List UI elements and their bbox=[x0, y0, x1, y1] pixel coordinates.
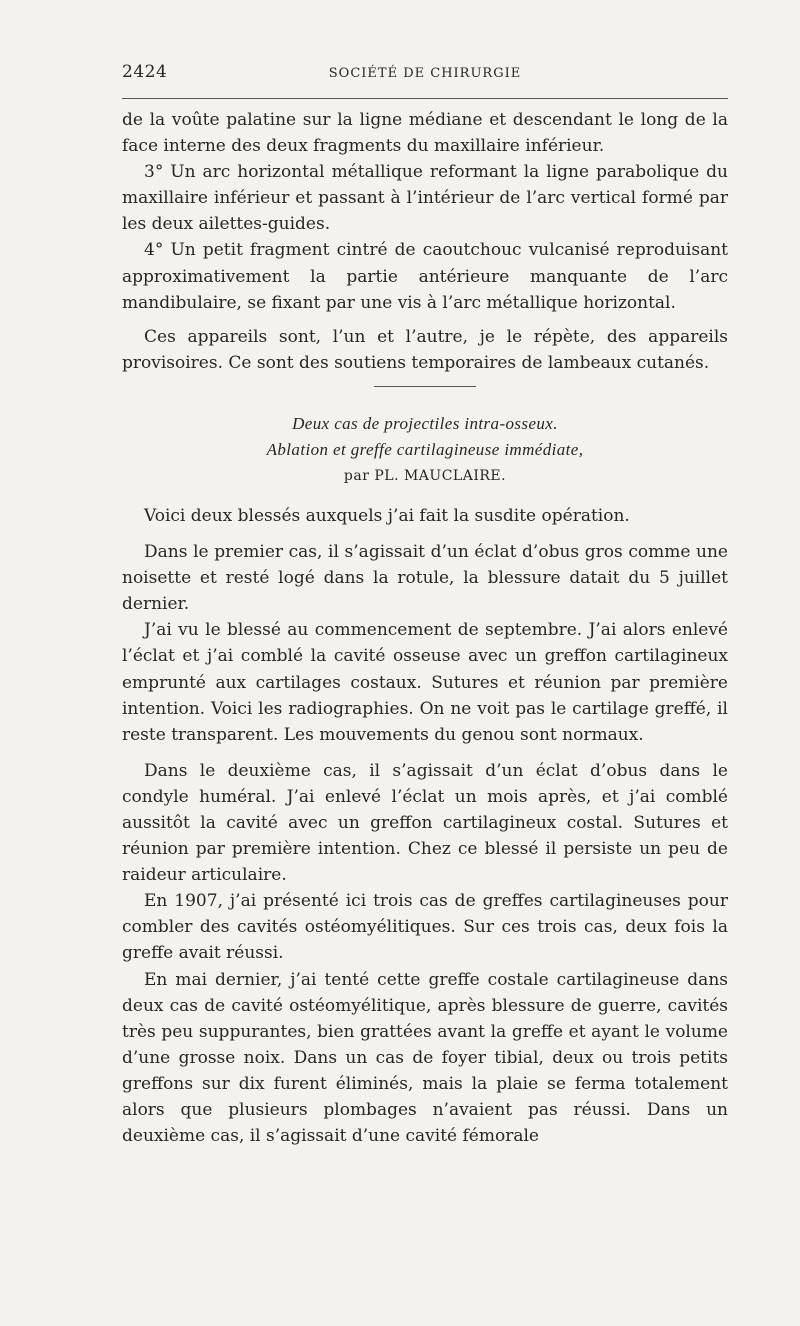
body-paragraph-1907: En 1907, j’ai présenté ici trois cas de greffes cartilagineuses pour combler des cavités ostéomyélitiques. Sur ces trois cas, deux fois la greffe avait réussi. bbox=[122, 891, 728, 964]
body-paragraph-case-1-detail: J’ai vu le blessé au commencement de septembre. J’ai alors enlevé l’éclat et j’ai comblé la cavité osseuse avec un greffon cartilagineux emprunté aux cartilages costaux. Sutures et réunion par première intention. Voici les radiographies. On ne voit pas le cartilage greffé, il reste transparent. Les mouvements du genou sont normaux. bbox=[122, 620, 728, 745]
paragraph-continued: de la voûte palatine sur la ligne médiane et descendant le long de la face interne des deux fragments du maxillaire inférieur. bbox=[122, 110, 728, 157]
section-divider bbox=[374, 386, 476, 387]
paragraph-item-3: 3° Un arc horizontal métallique reformant la ligne parabolique du maxillaire inférieur et passant à l’intérieur de l’arc vertical formé par les deux ailettes-guides. bbox=[122, 162, 728, 235]
paragraph-conclusion: Ces appareils sont, l’un et l’autre, je le répète, des appareils provisoires. Ce sont des soutiens temporaires de lambeaux cutanés. bbox=[122, 326, 728, 373]
running-title: SOCIÉTÉ DE CHIRURGIE bbox=[328, 66, 522, 81]
body-paragraph-case-1: Dans le premier cas, il s’agissait d’un éclat d’obus gros comme une noisette et resté logé dans la rotule, la blessure datait du 5 juillet dernier. bbox=[122, 542, 728, 615]
page-header bbox=[122, 62, 728, 92]
paragraph-item-4: 4° Un petit fragment cintré de caoutchouc vulcanisé reproduisant approximativement la partie antérieure manquante de l’arc mandibulaire, se fixant par une vis à l’arc métallique horizontal. bbox=[122, 240, 728, 313]
article-title-line-1: Deux cas de projectiles intra-osseux. bbox=[292, 413, 558, 433]
page bbox=[122, 62, 728, 1149]
header-rule bbox=[122, 98, 728, 99]
article-author: par PL. MAUCLAIRE. bbox=[343, 467, 507, 484]
body-paragraph-intro: Voici deux blessés auxquels j’ai fait la susdite opération. bbox=[144, 505, 630, 526]
body-paragraph-may: En mai dernier, j’ai tenté cette greffe costale cartilagineuse dans deux cas de cavité ostéomyélitique, après blessure de guerre, cavités très peu suppurantes, bien grattées avant la greffe et ayant le volume d’une grosse noix. Dans un cas de foyer tibial, deux ou trois petits greffons sur dix furent éliminés, mais la plaie se ferma totalement alors que plusieurs plombages n’avaient pas réussi. Dans un deuxième cas, il s’agissait d’une cavité fémorale bbox=[122, 969, 728, 1147]
article-title-line-2: Ablation et greffe cartilagineuse immédiate, bbox=[266, 439, 584, 459]
body-paragraph-case-2: Dans le deuxième cas, il s’agissait d’un éclat d’obus dans le condyle huméral. J’ai enlevé l’éclat un mois après, et j’ai comblé aussitôt la cavité avec un greffon cartilagineux costal. Sutures et réunion par première intention. Chez ce blessé il persiste un peu de raideur articulaire. bbox=[122, 760, 728, 886]
page-number: 2424 bbox=[122, 62, 168, 82]
